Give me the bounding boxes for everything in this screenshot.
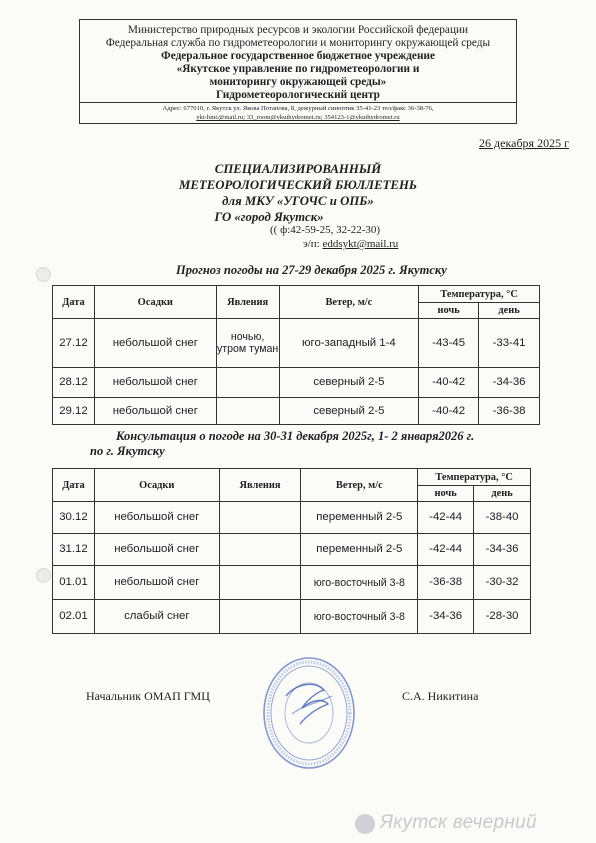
cell-day: -33-41 xyxy=(479,319,540,368)
col-wind: Ветер, м/с xyxy=(279,286,419,319)
table-row xyxy=(53,600,531,634)
cell-precip: небольшой снег xyxy=(94,566,219,600)
cell-wind: юго-западный 1-4 xyxy=(279,319,419,368)
col-day: день xyxy=(474,486,531,502)
cell-phenomena xyxy=(219,502,301,534)
forecast-table xyxy=(52,285,540,425)
cell-date: 01.01 xyxy=(53,566,95,600)
signatory-name: С.А. Никитина xyxy=(402,689,479,703)
cell-phenomena xyxy=(219,566,301,600)
cell-day: -28-30 xyxy=(474,600,531,634)
cell-night: -36-38 xyxy=(418,566,474,600)
cell-date: 29.12 xyxy=(53,398,95,425)
title-line-2: МЕТЕОРОЛОГИЧЕСКИЙ БЮЛЛЕТЕНЬ xyxy=(178,178,418,192)
cell-day: -36-38 xyxy=(479,398,540,425)
consult-table xyxy=(52,468,531,634)
title-line-4: ГО «город Якутск» xyxy=(214,210,324,224)
ministry-name: Министерство природных ресурсов и экологии Российской федерации xyxy=(127,24,469,36)
table-header-row xyxy=(53,469,531,486)
table-row xyxy=(53,566,531,600)
forecast-heading: Прогноз погоды на 27-29 декабря 2025 г. Якутску xyxy=(176,263,447,277)
table-row xyxy=(53,368,540,398)
col-temperature: Температура, °С xyxy=(418,469,531,486)
cell-wind: юго-восточный 3-8 xyxy=(301,600,418,634)
email-label: э/п: xyxy=(303,238,323,250)
contact-phones: (( ф:42-59-25, 32-22-30) xyxy=(270,224,381,236)
department-name: Гидрометеорологический центр xyxy=(216,89,380,101)
cell-phenomena xyxy=(219,600,301,634)
email-link[interactable]: eddsykt@mail.ru xyxy=(322,238,399,250)
punch-hole-top xyxy=(36,267,51,282)
institution-type: Федеральное государственное бюджетное учреждение xyxy=(161,50,435,62)
cell-wind: северный 2-5 xyxy=(279,398,419,425)
cell-day: -34-36 xyxy=(479,368,540,398)
table-row xyxy=(53,502,531,534)
cell-date: 30.12 xyxy=(53,502,95,534)
col-temperature: Температура, °С xyxy=(419,286,540,303)
cell-phenomena: ночью, утром туман xyxy=(216,319,279,368)
service-name: Федеральная служба по гидрометеорологии и мониторингу окружающей среды xyxy=(105,37,491,49)
cell-wind: северный 2-5 xyxy=(279,368,419,398)
letterhead xyxy=(79,19,517,124)
cell-wind: переменный 2-5 xyxy=(301,534,418,566)
col-date: Дата xyxy=(53,286,95,319)
cell-night: -43-45 xyxy=(419,319,479,368)
table-row xyxy=(53,534,531,566)
letterhead-divider xyxy=(80,102,516,103)
col-wind: Ветер, м/с xyxy=(301,469,418,502)
col-phenomena: Явления xyxy=(219,469,301,502)
cell-date: 02.01 xyxy=(53,600,95,634)
signatory-position: Начальник ОМАП ГМЦ xyxy=(86,689,210,703)
table-row xyxy=(53,319,540,368)
col-phenomena: Явления xyxy=(216,286,279,319)
cell-precip: небольшой снег xyxy=(94,368,216,398)
address-line: Адрес: 677010, г. Якутск ул. Якова Потапова, 8, дежурный синоптик 35-41-23 тел/факс 36-38-76, xyxy=(162,105,434,112)
document-date: 26 декабря 2025 г xyxy=(479,136,569,150)
cell-phenomena xyxy=(216,398,279,425)
contact-email-row xyxy=(303,238,398,250)
title-line-3: для МКУ «УГОЧС и ОПБ» xyxy=(222,194,374,208)
cell-night: -34-36 xyxy=(418,600,474,634)
cell-precip: небольшой снег xyxy=(94,534,219,566)
consult-heading-2: по г. Якутску xyxy=(90,444,165,458)
cell-precip: небольшой снег xyxy=(94,398,216,425)
telegram-icon xyxy=(355,814,375,834)
title-line-1: СПЕЦИАЛИЗИРОВАННЫЙ xyxy=(214,162,382,176)
official-stamp-icon xyxy=(262,656,356,770)
col-precip: Осадки xyxy=(94,286,216,319)
table-header-row xyxy=(53,286,540,303)
cell-night: -42-44 xyxy=(418,534,474,566)
cell-date: 31.12 xyxy=(53,534,95,566)
cell-precip: слабый снег xyxy=(94,600,219,634)
table-row xyxy=(53,398,540,425)
email-line: ykt-hmc@mail.ru; 33_room@ykuthydromet.ru; 354123-1@ykuthydromet.ru xyxy=(196,114,400,121)
col-night: ночь xyxy=(419,303,479,319)
institution-name-1: «Якутское управление по гидрометеорологии и xyxy=(176,63,420,75)
cell-phenomena xyxy=(219,534,301,566)
consult-heading-1: Консультация о погоде на 30-31 декабря 2025г, 1- 2 января2026 г. xyxy=(116,429,475,443)
cell-wind: юго-восточный 3-8 xyxy=(301,566,418,600)
cell-precip: небольшой снег xyxy=(94,319,216,368)
institution-name-2: мониторингу окружающей среды» xyxy=(209,76,387,88)
cell-day: -38-40 xyxy=(474,502,531,534)
watermark-text: Якутск вечерний xyxy=(380,812,537,833)
col-date: Дата xyxy=(53,469,95,502)
cell-day: -30-32 xyxy=(474,566,531,600)
cell-wind: переменный 2-5 xyxy=(301,502,418,534)
cell-night: -40-42 xyxy=(419,368,479,398)
col-day: день xyxy=(479,303,540,319)
cell-day: -34-36 xyxy=(474,534,531,566)
col-night: ночь xyxy=(418,486,474,502)
col-precip: Осадки xyxy=(94,469,219,502)
cell-date: 28.12 xyxy=(53,368,95,398)
cell-night: -40-42 xyxy=(419,398,479,425)
cell-night: -42-44 xyxy=(418,502,474,534)
cell-precip: небольшой снег xyxy=(94,502,219,534)
cell-phenomena xyxy=(216,368,279,398)
cell-date: 27.12 xyxy=(53,319,95,368)
punch-hole-bottom xyxy=(36,568,51,583)
